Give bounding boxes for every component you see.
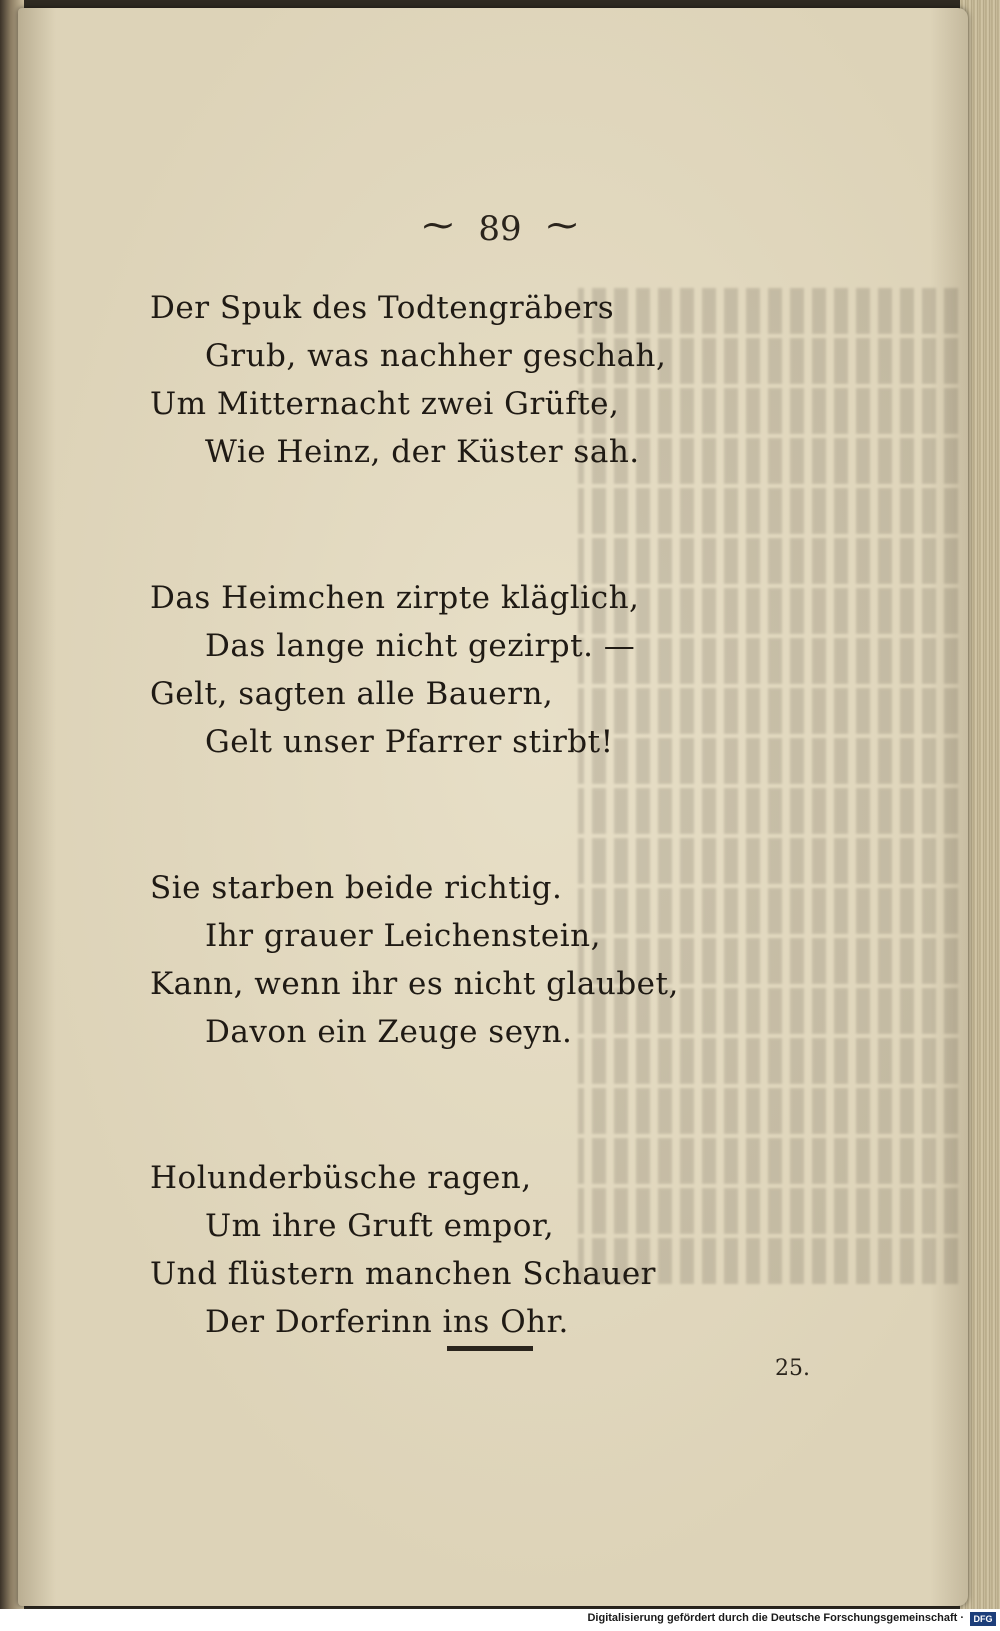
verse-line: Das lange nicht gezirpt. — (205, 628, 636, 664)
verse-line: Und flüstern manchen Schauer (150, 1256, 657, 1292)
catchword: 25. (775, 1356, 810, 1381)
verse-line: Gelt, sagten alle Bauern, (150, 676, 554, 712)
stanza-2 (150, 574, 750, 766)
ornament-left: ~ (419, 205, 457, 246)
ornament-right: ~ (543, 205, 581, 246)
poem (150, 284, 750, 1444)
verse-line: Um Mitternacht zwei Grüfte, (150, 386, 620, 422)
verse-line: Grub, was nachher geschah, (205, 338, 667, 374)
verse-line: Wie Heinz, der Küster sah. (205, 434, 640, 470)
stanza-4 (150, 1154, 750, 1346)
verse-line: Davon ein Zeuge seyn. (205, 1014, 573, 1050)
verse-line: Kann, wenn ihr es nicht glaubet, (150, 966, 679, 1002)
verse-line: Der Dorferinn ins Ohr. (205, 1304, 569, 1340)
digitization-footer (0, 1609, 1000, 1631)
end-rule (447, 1346, 533, 1351)
stanza-3 (150, 864, 750, 1056)
verse-line: Ihr grauer Leichenstein, (205, 918, 601, 954)
verse-line: Der Spuk des Todtengräbers (150, 290, 615, 326)
funding-credit: Digitalisierung gefördert durch die Deutsche Forschungsgemeinschaft · (587, 1612, 964, 1624)
verse-line: Das Heimchen zirpte kläglich, (150, 580, 640, 616)
stanza-1 (150, 284, 750, 476)
dfg-logo-icon: DFG (970, 1612, 996, 1626)
verse-line: Um ihre Gruft empor, (205, 1208, 555, 1244)
verse-line: Gelt unser Pfarrer stirbt! (205, 724, 614, 760)
verse-line: Holunderbüsche ragen, (150, 1160, 532, 1196)
page-number: 89 (478, 209, 522, 249)
verse-line: Sie starben beide richtig. (150, 870, 563, 906)
page-number-header (0, 200, 1000, 251)
